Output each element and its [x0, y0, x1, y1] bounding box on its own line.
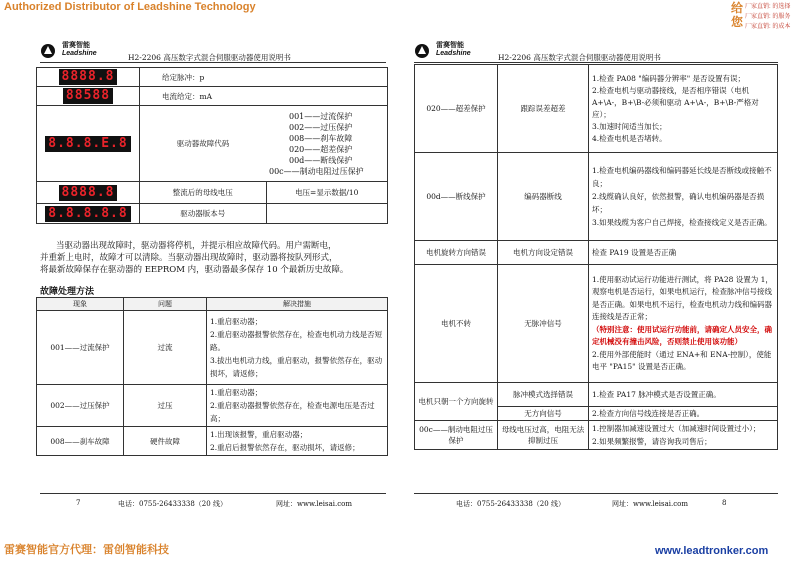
segment-display: 88588 — [63, 88, 113, 104]
segment-display-cell — [37, 204, 140, 224]
solution-step: 2.如果频繁报警，请咨询我司售后； — [592, 437, 712, 446]
phenomenon-cell: 020——超差保护 — [415, 65, 498, 153]
logo-text — [436, 42, 471, 58]
display-desc: 整流后的母线电压 — [140, 182, 267, 204]
table-row — [415, 383, 778, 407]
fault-paragraph — [40, 240, 390, 276]
segment-display: 8888.8 — [59, 185, 118, 201]
table-row — [415, 65, 778, 153]
phenomenon-cell: 电机不转 — [415, 265, 498, 383]
table-row — [37, 427, 388, 456]
segment-display-cell — [37, 182, 140, 204]
footer-web-left: 网址：www.leisai.com — [276, 500, 352, 508]
phenomenon-cell: 电机旋转方向错误 — [415, 241, 498, 265]
solution-cell — [589, 265, 778, 383]
fault-code: 00c——制动电阻过压保护 — [269, 166, 364, 176]
solution-cell — [589, 383, 778, 407]
solution-step: 1.控制器加减速设置过大（加减速时间设置过小）； — [592, 424, 761, 433]
solution-step: 3.如果线缆为客户自己焊接，检查接线定义是否正确。 — [592, 218, 772, 227]
segment-display: 8.8.8.E.8 — [45, 136, 130, 152]
solution-step: 1.重启驱动器； — [210, 317, 263, 326]
solution-cell — [207, 385, 388, 427]
problem-cell: 母线电压过高，电阻无法抑制过压 — [498, 421, 589, 450]
solution-step: 2.使用外部使能时（通过 ENA+和 ENA-控制），使能电平 "PA15" 设置是否正确。 — [592, 349, 772, 371]
logo-text — [62, 42, 97, 58]
table-row — [415, 241, 778, 265]
solution-step: 检查 PA19 设置是否正确 — [592, 248, 677, 257]
table-row — [415, 421, 778, 450]
display-row — [37, 68, 388, 87]
table-row — [37, 385, 388, 427]
fault-table-right — [414, 64, 778, 450]
column-header: 解决措施 — [207, 298, 388, 311]
page-number-left: 7 — [76, 499, 81, 507]
phenomenon-cell: 001——过流保护 — [37, 311, 124, 385]
left-footer-rule — [40, 493, 386, 494]
solution-step: 2.检查方向信号线连接是否正确。 — [592, 409, 705, 418]
website-link[interactable]: www.leadtronker.com — [655, 545, 769, 557]
left-page-header — [40, 40, 386, 63]
display-extra — [266, 204, 388, 224]
solution-step: 2.重启后报警依然存在，驱动损坏，请返修； — [210, 443, 360, 452]
problem-cell: 无方向信号 — [498, 407, 589, 421]
footer-phone-right: 电话：0755-26433338（20 线） — [456, 500, 565, 508]
solution-step: 2.检查电机与驱动器接线，是否相序错误（电机 A+\A-，B+\B-必须和驱动 A+\A-，B+\B-严格对应）； — [592, 85, 759, 119]
right-footer-rule — [414, 493, 778, 494]
distributor-banner: Authorized Distributor of Leadshine Technology — [4, 1, 256, 13]
display-row — [37, 204, 388, 224]
solution-step: 2.重启驱动器报警依然存在，检查电源电压是否过高； — [210, 401, 375, 423]
solution-step: 4.检查电机是否堵转。 — [592, 133, 667, 143]
display-desc: 给定脉冲：p — [140, 68, 388, 87]
problem-cell: 脉冲模式选择错误 — [498, 383, 589, 407]
problem-cell: 硬件故障 — [124, 427, 207, 456]
solution-step: 1.重启驱动器； — [210, 388, 263, 397]
safety-warning: （特别注意：使用试运行功能前，请确定人员安全，确定机械没有撞击风险，否则禁止使用该功能） — [592, 324, 772, 346]
logo-cn: 雷赛智能 — [436, 42, 464, 49]
problem-cell: 跟踪误差超差 — [498, 65, 589, 153]
solution-step: 3.加速时间适当加长； — [592, 121, 667, 131]
solution-cell — [207, 311, 388, 385]
section-title: 故障处理方法 — [40, 287, 95, 297]
solution-step: 2.线缆确认良好，依然报警，确认电机编码器是否损坏； — [592, 192, 765, 214]
solution-step: 1.出现该报警，重启驱动器； — [210, 430, 308, 439]
phenomenon-cell: 电机只朝一个方向旋转 — [415, 383, 498, 421]
solution-step: 1.检查 PA17 脉冲模式是否设置正确。 — [592, 390, 721, 399]
solution-cell — [589, 153, 778, 241]
brand-line-2: 厂家直销: 的服务 — [745, 14, 791, 20]
fault-table-left — [36, 297, 388, 456]
solution-step: 3.拔出电机动力线，重启驱动，报警依然存在，驱动损坏，请返修； — [210, 356, 383, 378]
agent-banner: 雷赛智能官方代理：雷创智能科技 — [4, 544, 169, 556]
right-page-header — [414, 40, 778, 63]
segment-display-cell — [37, 87, 140, 106]
solution-step: 1.使用驱动试运行功能进行测试，将 PA28 设置为 1，观察电机是否运行，如果电机运行，检查脉冲信号接线是否正确。如果电机不运行，检查电机动力线和编码器连接线是否正常； — [592, 274, 773, 321]
solution-cell — [589, 65, 778, 153]
doc-title: H2-2206 高压数字式混合伺服驱动器使用说明书 — [498, 53, 661, 62]
fault-code: 00d——断线保护 — [289, 155, 353, 165]
solution-cell — [589, 241, 778, 265]
logo-en: Leadshine — [62, 50, 97, 57]
solution-step: 1.检查 PA08 "编码器分辨率" 是否设置有误； — [592, 73, 746, 83]
table-row — [415, 265, 778, 383]
brand-char-1: 给 — [731, 1, 744, 15]
display-row — [37, 87, 388, 106]
column-header: 现象 — [37, 298, 124, 311]
paragraph-line: 并重新上电时，故障才可以清除。当驱动器出现故障时，驱动器将按队列形式， — [40, 253, 338, 263]
display-desc: 驱动器版本号 — [140, 204, 267, 224]
fault-code: 008——刹车故障 — [289, 133, 353, 143]
fault-code: 002——过压保护 — [289, 122, 353, 132]
phenomenon-cell: 00d——断线保护 — [415, 153, 498, 241]
logo-en: Leadshine — [436, 50, 471, 57]
display-desc: 电流给定：mA — [140, 87, 388, 106]
table-row — [415, 153, 778, 241]
brand-line-3: 厂家直销: 的成本 — [745, 24, 791, 30]
display-row — [37, 182, 388, 204]
solution-cell — [207, 427, 388, 456]
segment-display: 8.8.8.8.8 — [45, 206, 130, 222]
logo-cn: 雷赛智能 — [62, 42, 90, 49]
problem-cell: 编码器断线 — [498, 153, 589, 241]
doc-title: H2-2206 高压数字式混合伺服驱动器使用说明书 — [128, 53, 291, 62]
segment-display-cell — [37, 68, 140, 87]
solution-cell — [589, 407, 778, 421]
fault-code-list — [266, 106, 388, 182]
problem-cell: 无脉冲信号 — [498, 265, 589, 383]
brand-logo — [731, 2, 791, 32]
fault-code: 020——超差保护 — [289, 144, 353, 154]
phenomenon-cell: 002——过压保护 — [37, 385, 124, 427]
display-desc: 驱动器故障代码 — [140, 106, 267, 182]
display-table — [36, 67, 388, 224]
paragraph-line: 当驱动器出现故障时，驱动器将停机，并提示相应故障代码。用户需断电， — [56, 241, 337, 251]
solution-step: 2.重启驱动器报警依然存在，检查电机动力线是否短路。 — [210, 330, 383, 352]
problem-cell: 电机方向设定错误 — [498, 241, 589, 265]
column-header: 问题 — [124, 298, 207, 311]
table-row — [37, 311, 388, 385]
page-number-right: 8 — [722, 499, 727, 507]
segment-display-cell — [37, 106, 140, 182]
brand-char-2: 您 — [731, 15, 744, 29]
fault-code: 001——过流保护 — [289, 111, 353, 121]
phenomenon-cell: 00c——制动电阻过压保护 — [415, 421, 498, 450]
solution-step: 1.检查电机编码器线和编码器延长线是否断线或接触不良； — [592, 166, 772, 188]
display-row — [37, 106, 388, 182]
footer-web-right: 网址：www.leisai.com — [612, 500, 688, 508]
solution-cell — [589, 421, 778, 450]
phenomenon-cell: 008——刹车故障 — [37, 427, 124, 456]
display-extra: 电压=显示数据/10 — [266, 182, 388, 204]
table-header-row — [37, 298, 388, 311]
problem-cell: 过流 — [124, 311, 207, 385]
problem-cell: 过压 — [124, 385, 207, 427]
brand-line-1: 厂家直销: 的选择 — [745, 4, 791, 10]
paragraph-line: 将最新故障保存在驱动器的 EEPROM 内，驱动器最多保存 10 个最新历史故障。 — [40, 265, 349, 275]
footer-phone-left: 电话：0755-26433338（20 线） — [118, 500, 227, 508]
segment-display: 8888.8 — [59, 69, 118, 85]
